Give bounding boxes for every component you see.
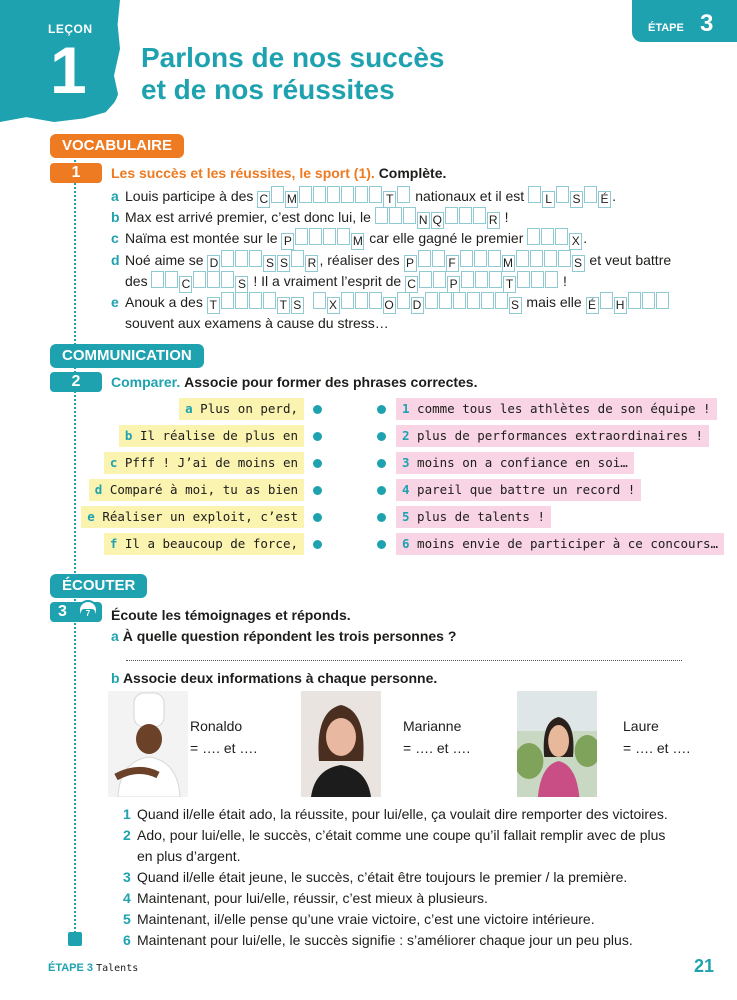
match-dot-right[interactable]: [377, 486, 386, 495]
letter-box[interactable]: [527, 228, 540, 245]
person-name: Ronaldo: [190, 718, 243, 734]
item-text: !: [559, 273, 567, 289]
letter-boxes[interactable]: [527, 230, 583, 246]
match-dot-left[interactable]: [313, 405, 322, 414]
match-left-item: [179, 398, 304, 420]
exercise-instruction: Les succès et les réussites, le sport (1). Complète.: [111, 165, 447, 181]
letter-box[interactable]: [235, 250, 248, 267]
letter-box[interactable]: C: [405, 276, 418, 293]
exercise-instruction: Écoute les témoignages et réponds.: [111, 607, 351, 623]
letter-box[interactable]: [516, 250, 529, 267]
letter-box[interactable]: [419, 271, 432, 288]
item-text: [305, 294, 313, 310]
letter-box[interactable]: H: [614, 297, 627, 314]
letter-box[interactable]: F: [446, 255, 459, 272]
match-right-item: [396, 506, 551, 528]
letter-box[interactable]: [165, 271, 178, 288]
letter-box[interactable]: [642, 292, 655, 309]
item-text: Naïma est montée sur le: [125, 230, 282, 246]
letter-box[interactable]: [337, 228, 350, 245]
statement-number: 1: [123, 806, 131, 822]
etape-label: ÉTAPE: [648, 22, 684, 34]
match-left-item: [104, 533, 304, 555]
statement-text: Maintenant, il/elle pense qu’une vraie victoire, c’est une victoire intérieure.: [137, 911, 595, 927]
letter-box[interactable]: [544, 250, 557, 267]
letter-box[interactable]: [433, 271, 446, 288]
match-left-item: [89, 479, 304, 501]
letter-box[interactable]: [488, 250, 501, 267]
letter-box[interactable]: Q: [432, 213, 442, 227]
vocab-item: [111, 250, 671, 270]
letter-box[interactable]: É: [598, 191, 611, 208]
letter-box[interactable]: [460, 250, 473, 267]
match-left-item: [81, 506, 304, 528]
statement-text: Maintenant, pour lui/elle, réussir, c’est mieux à plusieurs.: [137, 890, 488, 906]
match-dot-left[interactable]: [313, 513, 322, 522]
letter-box[interactable]: [558, 250, 571, 267]
item-letter: d: [111, 252, 120, 268]
item-letter: a: [111, 188, 119, 204]
match-right-item: [396, 533, 724, 555]
exercise-number: 2: [50, 372, 102, 392]
letter-box[interactable]: [369, 292, 382, 309]
statement-item: [123, 827, 665, 843]
letter-box[interactable]: [461, 271, 474, 288]
letter-box[interactable]: [397, 186, 410, 203]
match-right-item: [396, 452, 634, 474]
letter-box[interactable]: M: [286, 192, 297, 206]
letter-boxes[interactable]: [528, 188, 612, 204]
letter-box[interactable]: T: [207, 297, 220, 314]
match-dot-right[interactable]: [377, 432, 386, 441]
match-right-item: [396, 479, 641, 501]
item-text: plus de performances extraordinaires !: [409, 428, 704, 443]
letter-box[interactable]: [403, 207, 416, 224]
item-text: Il réalise de plus en: [132, 428, 298, 443]
vocab-item: [111, 271, 567, 291]
statement-number: 6: [123, 932, 131, 948]
letter-box[interactable]: [341, 292, 354, 309]
letter-box[interactable]: [600, 292, 613, 309]
item-letter: f: [109, 536, 118, 551]
letter-box[interactable]: [313, 292, 326, 309]
item-text: .: [612, 188, 616, 204]
person-name: Marianne: [403, 718, 462, 734]
letter-box[interactable]: [313, 186, 326, 203]
page-title: Parlons de nos succès et de nos réussites: [141, 42, 445, 105]
letter-box[interactable]: [439, 292, 452, 309]
question-a: a À quelle question répondent les trois personnes ?: [111, 628, 457, 644]
item-letter: b: [124, 428, 133, 443]
item-number: 5: [402, 509, 410, 524]
item-letter: e: [87, 509, 95, 524]
vocab-item: [111, 207, 509, 227]
item-text: moins on a confiance en soi…: [409, 455, 628, 470]
letter-box[interactable]: [445, 207, 458, 224]
vocab-item: [111, 186, 616, 206]
letter-box[interactable]: [151, 271, 164, 288]
letter-box[interactable]: C: [179, 276, 192, 293]
letter-box[interactable]: T: [503, 276, 516, 293]
letter-box[interactable]: M: [352, 234, 363, 248]
person-answer-blank[interactable]: = …. et ….: [190, 740, 258, 756]
audio-track-number: 7: [81, 609, 95, 619]
letter-box[interactable]: [467, 292, 480, 309]
question-b: b Associe deux informations à chaque personne.: [111, 670, 438, 686]
letter-box[interactable]: [355, 292, 368, 309]
match-dot-right[interactable]: [377, 405, 386, 414]
item-number: 1: [402, 401, 410, 416]
statement-item: [123, 806, 668, 822]
section-communication: COMMUNICATION: [50, 344, 204, 368]
item-text: Comparé à moi, tu as bien: [102, 482, 298, 497]
letter-box[interactable]: X: [569, 233, 582, 250]
exercise-number: 1: [50, 163, 102, 183]
letter-box[interactable]: [495, 292, 508, 309]
etape-tab: [632, 0, 737, 42]
letter-box[interactable]: [271, 186, 284, 203]
page-number: 21: [694, 956, 715, 976]
letter-box[interactable]: [207, 271, 220, 288]
letter-box[interactable]: [355, 186, 368, 203]
letter-box[interactable]: R: [305, 255, 318, 272]
letter-box[interactable]: [528, 186, 541, 203]
lesson-number: 1: [50, 33, 87, 107]
letter-box[interactable]: [369, 186, 382, 203]
letter-box[interactable]: [341, 186, 354, 203]
letter-box[interactable]: [235, 292, 248, 309]
item-number: 2: [402, 428, 410, 443]
letter-box[interactable]: [432, 250, 445, 267]
vocab-item: [111, 292, 670, 312]
statement-item: [123, 869, 627, 885]
letter-box[interactable]: N: [417, 212, 430, 229]
item-text: comme tous les athlètes de son équipe !: [409, 401, 711, 416]
letter-box[interactable]: [555, 228, 568, 245]
statement-number: 5: [123, 911, 131, 927]
statement-item: [123, 932, 633, 948]
letter-box[interactable]: S: [570, 191, 583, 208]
match-right-item: [396, 425, 709, 447]
letter-box[interactable]: [656, 292, 669, 309]
item-text: Anouk a des: [125, 294, 207, 310]
vocab-item: [111, 228, 587, 248]
letter-box[interactable]: [309, 228, 322, 245]
letter-boxes[interactable]: [257, 188, 411, 204]
letter-box[interactable]: [295, 228, 308, 245]
letter-box[interactable]: P: [447, 276, 460, 293]
person-answer-blank[interactable]: = …. et ….: [623, 740, 691, 756]
item-text: Noé aime se: [125, 252, 208, 268]
match-dot-right[interactable]: [377, 540, 386, 549]
statement-number: 3: [123, 869, 131, 885]
item-text: Il a beaucoup de force,: [117, 536, 298, 551]
match-dot-left[interactable]: [313, 432, 322, 441]
letter-boxes[interactable]: [207, 252, 319, 268]
etape-number: 3: [700, 10, 714, 37]
letter-box[interactable]: [425, 292, 438, 309]
item-letter: d: [94, 482, 103, 497]
letter-box[interactable]: S: [291, 297, 304, 314]
match-left-item: [119, 425, 304, 447]
item-text: ! Il a vraiment l’esprit de: [249, 273, 406, 289]
match-dot-left[interactable]: [313, 486, 322, 495]
item-text: , réaliser des: [319, 252, 404, 268]
letter-box[interactable]: [584, 186, 597, 203]
item-text: nationaux et il est: [411, 188, 529, 204]
person-answer-blank[interactable]: = …. et ….: [403, 740, 471, 756]
photo-laure: [517, 691, 597, 797]
match-dot-left[interactable]: [313, 540, 322, 549]
letter-box[interactable]: [489, 271, 502, 288]
letter-box[interactable]: S: [572, 255, 585, 272]
match-dot-left[interactable]: [313, 459, 322, 468]
letter-box[interactable]: [418, 250, 431, 267]
letter-boxes[interactable]: [281, 230, 365, 246]
letter-box[interactable]: [453, 292, 466, 309]
letter-box[interactable]: [475, 271, 488, 288]
statement-text: Maintenant pour lui/elle, le succès signifie : s’améliorer chaque jour un peu plus.: [137, 932, 633, 948]
letter-box[interactable]: [221, 292, 234, 309]
letter-box[interactable]: P: [281, 233, 294, 250]
item-letter: c: [109, 455, 118, 470]
item-text: Réaliser un exploit, c’est: [94, 509, 298, 524]
letter-box[interactable]: [323, 228, 336, 245]
letter-box[interactable]: S: [277, 255, 290, 272]
match-dot-right[interactable]: [377, 459, 386, 468]
letter-box[interactable]: S: [235, 276, 248, 293]
item-text: Plus on perd,: [192, 401, 298, 416]
statement-item: [123, 848, 241, 864]
item-text: plus de talents !: [409, 509, 545, 524]
lesson-label: LEÇON: [48, 22, 93, 36]
section-marker: [68, 932, 82, 946]
statement-text: Quand il/elle était jeune, le succès, c’était être toujours le premier / la première.: [137, 869, 628, 885]
statement-number: 2: [123, 827, 131, 843]
letter-box[interactable]: D: [411, 297, 424, 314]
letter-box[interactable]: C: [257, 191, 270, 208]
statement-text: Quand il/elle était ado, la réussite, pour lui/elle, ça voulait dire remporter des victoires.: [137, 806, 668, 822]
letter-boxes[interactable]: [375, 209, 501, 225]
letter-box[interactable]: [541, 228, 554, 245]
letter-box[interactable]: [545, 271, 558, 288]
dotted-guide: [74, 160, 76, 940]
letter-box[interactable]: P: [404, 255, 417, 272]
item-letter: e: [111, 294, 119, 310]
letter-box[interactable]: [291, 250, 304, 267]
item-letter: c: [111, 230, 119, 246]
item-letter: a: [185, 401, 193, 416]
letter-box[interactable]: [628, 292, 641, 309]
letter-box[interactable]: [531, 271, 544, 288]
letter-boxes[interactable]: [404, 252, 586, 268]
letter-box[interactable]: [249, 292, 262, 309]
letter-box[interactable]: [517, 271, 530, 288]
photo-chef: [108, 691, 188, 797]
statement-item: [123, 890, 488, 906]
letter-box[interactable]: É: [586, 297, 599, 314]
statement-number: 4: [123, 890, 131, 906]
letter-box[interactable]: [459, 207, 472, 224]
item-text: moins envie de participer à ce concours…: [409, 536, 719, 551]
exercise-instruction: Comparer. Associe pour former des phrases correctes.: [111, 374, 478, 390]
statement-text: en plus d’argent.: [137, 848, 241, 864]
letter-box[interactable]: [221, 271, 234, 288]
letter-box[interactable]: O: [384, 298, 394, 312]
letter-box[interactable]: [556, 186, 569, 203]
letter-box[interactable]: [481, 292, 494, 309]
letter-box[interactable]: [299, 186, 312, 203]
section-vocabulaire: VOCABULAIRE: [50, 134, 184, 158]
letter-box[interactable]: [327, 186, 340, 203]
letter-box[interactable]: X: [327, 297, 340, 314]
letter-box[interactable]: [389, 207, 402, 224]
letter-box[interactable]: T: [277, 297, 290, 314]
item-text: mais elle: [522, 294, 586, 310]
letter-box[interactable]: L: [542, 191, 555, 208]
item-text: car elle gagné le premier: [365, 230, 528, 246]
match-right-item: [396, 398, 717, 420]
item-text: Pfff ! J’ai de moins en: [117, 455, 298, 470]
letter-box[interactable]: S: [263, 255, 276, 272]
item-text: pareil que battre un record !: [409, 482, 636, 497]
person-name: Laure: [623, 718, 659, 734]
exercise-number: 3: [50, 602, 102, 622]
letter-box[interactable]: [474, 250, 487, 267]
letter-boxes[interactable]: [207, 294, 305, 310]
letter-boxes[interactable]: [586, 294, 670, 310]
statement-text: Ado, pour lui/elle, le succès, c’était comme une coupe qu’il fallait remplir avec de plus: [137, 827, 666, 843]
item-text: Max est arrivé premier, c’est donc lui, le: [125, 209, 375, 225]
item-number: 4: [402, 482, 410, 497]
item-text: Louis participe à des: [125, 188, 258, 204]
match-left-item: [104, 452, 304, 474]
photo-marianne: [301, 691, 381, 797]
letter-box[interactable]: R: [487, 212, 500, 229]
item-text: !: [500, 209, 509, 225]
letter-box[interactable]: [375, 207, 388, 224]
item-text: souvent aux examens à cause du stress…: [125, 315, 389, 331]
letter-box[interactable]: [249, 250, 262, 267]
letter-box[interactable]: [263, 292, 276, 309]
letter-boxes[interactable]: [151, 273, 249, 289]
answer-line[interactable]: [126, 660, 682, 661]
item-number: 3: [402, 455, 410, 470]
section-ecouter: ÉCOUTER: [50, 574, 147, 598]
item-number: 6: [402, 536, 410, 551]
letter-box[interactable]: [193, 271, 206, 288]
letter-boxes[interactable]: [405, 273, 559, 289]
item-letter: b: [111, 209, 120, 225]
letter-box[interactable]: D: [207, 255, 220, 272]
item-text: et veut battre: [585, 252, 672, 268]
item-text: des: [125, 273, 152, 289]
letter-box[interactable]: S: [509, 297, 522, 314]
statement-item: [123, 911, 595, 927]
letter-box[interactable]: [397, 292, 410, 309]
footer-label: ÉTAPE 3 Talents: [48, 962, 139, 974]
vocab-item: [111, 313, 389, 333]
letter-box[interactable]: M: [503, 256, 514, 270]
letter-box[interactable]: [473, 207, 486, 224]
match-dot-right[interactable]: [377, 513, 386, 522]
letter-box[interactable]: T: [383, 191, 396, 208]
letter-box[interactable]: [530, 250, 543, 267]
letter-box[interactable]: [221, 250, 234, 267]
letter-boxes[interactable]: [313, 294, 523, 310]
item-text: .: [583, 230, 588, 246]
